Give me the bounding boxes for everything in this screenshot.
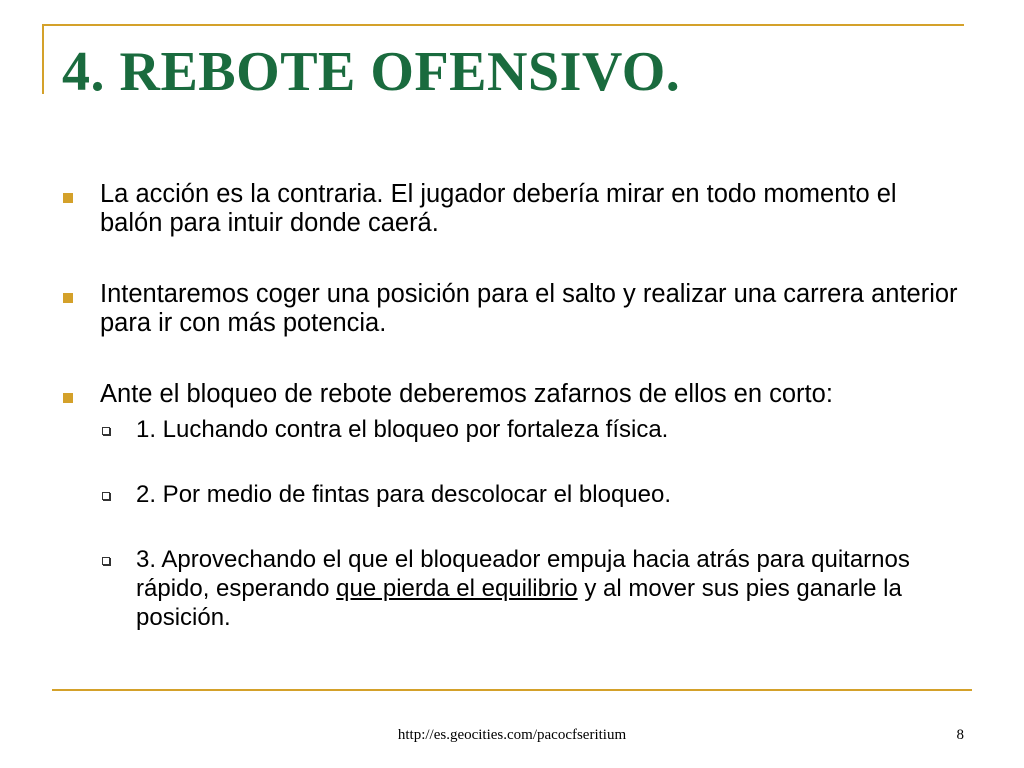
square-bullet-icon bbox=[63, 393, 73, 403]
hollow-square-bullet-icon bbox=[102, 492, 110, 500]
sub-bullet-text: 2. Por medio de fintas para descolocar el bloqueo. bbox=[136, 481, 671, 508]
frame-top-rule bbox=[42, 24, 964, 26]
footer-url: http://es.geocities.com/pacocfseritium bbox=[397, 727, 627, 743]
frame-left-rule bbox=[42, 24, 44, 94]
sub-bullet-text-part: 3. Aprovechando el que el bloqueador empuja hacia atrás para quitarnos rápido, esperando bbox=[136, 546, 910, 602]
bullet-text: Ante el bloqueo de rebote deberemos zafarnos de ellos en corto: bbox=[100, 380, 833, 408]
slide-title: 4. REBOTE OFENSIVO. bbox=[62, 41, 681, 103]
sub-bullet-text-part: y al mover sus pies ganarle la posición. bbox=[136, 575, 902, 631]
underlined-phrase: que pierda el equilibrio bbox=[336, 575, 578, 602]
footer-rule bbox=[52, 689, 972, 691]
slide-content bbox=[62, 180, 962, 668]
sub-bullet-text bbox=[136, 546, 910, 631]
sub-bullet-item bbox=[62, 545, 962, 632]
bullet-item bbox=[62, 180, 962, 238]
square-bullet-icon bbox=[63, 193, 73, 203]
sub-bullet-item bbox=[62, 480, 962, 509]
square-bullet-icon bbox=[63, 293, 73, 303]
bullet-item bbox=[62, 380, 962, 409]
page-number: 8 bbox=[956, 727, 964, 743]
sub-bullet-text: 1. Luchando contra el bloqueo por fortaleza física. bbox=[136, 416, 669, 443]
hollow-square-bullet-icon bbox=[102, 557, 110, 565]
bullet-item bbox=[62, 280, 962, 338]
bullet-text: Intentaremos coger una posición para el salto y realizar una carrera anterior para ir con más potencia. bbox=[100, 280, 958, 337]
hollow-square-bullet-icon bbox=[102, 427, 110, 435]
sub-bullet-item bbox=[62, 415, 962, 444]
bullet-text: La acción es la contraria. El jugador debería mirar en todo momento el balón para intuir donde caerá. bbox=[100, 180, 897, 237]
